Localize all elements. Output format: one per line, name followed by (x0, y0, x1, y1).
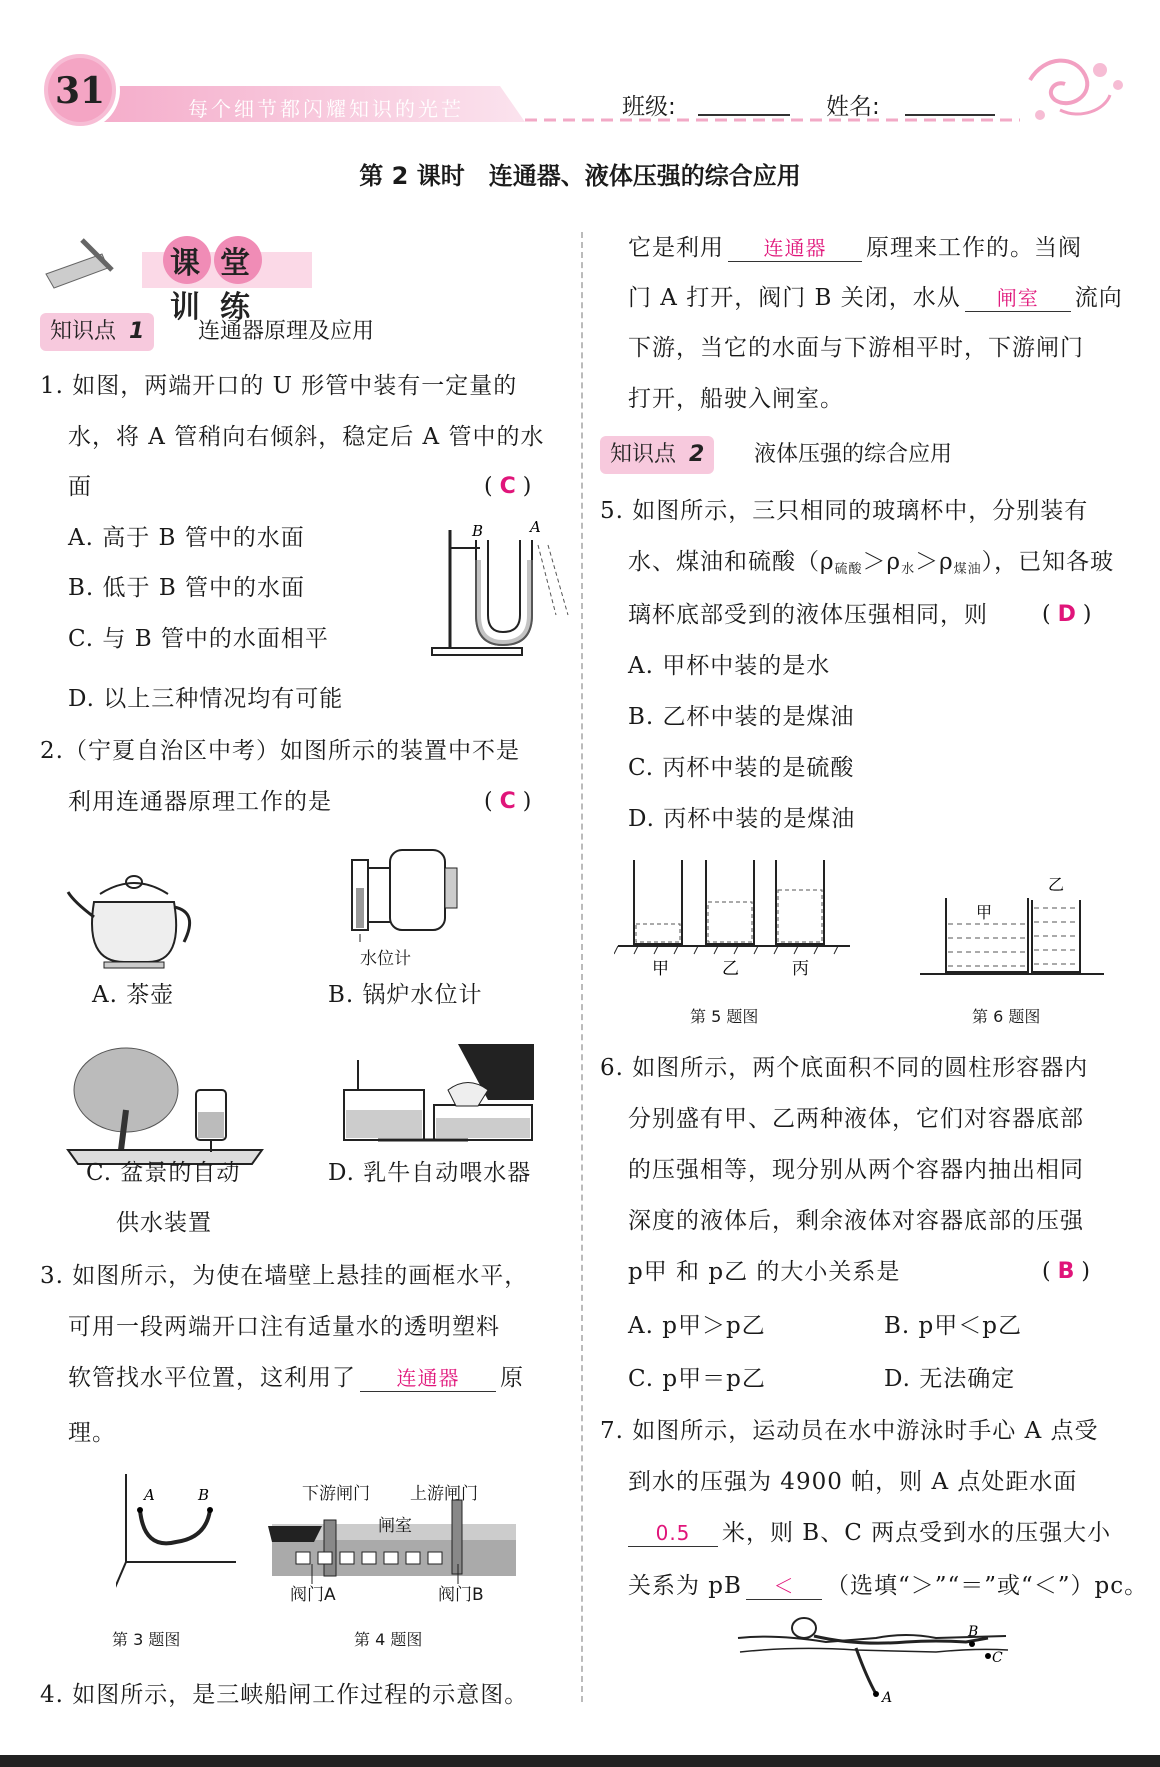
teapot-icon (64, 862, 204, 972)
q5-line-2 (628, 546, 1114, 586)
q3-line-4: 理。 (68, 1420, 116, 1446)
kp2-badge-label: 知识点 (610, 442, 677, 467)
q4-answer-2-blank[interactable]: 闸室 (965, 285, 1071, 312)
q1-fig-label-a: A (530, 520, 541, 536)
q6-option-a: A. p甲＞p乙 (628, 1313, 766, 1339)
fig4-label-upstream-gate: 上游闸门 (410, 1484, 478, 1504)
q5-answer: D (1057, 602, 1076, 627)
q1-answer-slot[interactable]: ( C ) (484, 474, 532, 499)
q6-option-b: B. p甲＜p乙 (884, 1313, 1022, 1339)
q7-fig-label-b: B (968, 1624, 979, 1640)
kp1-badge-label: 知识点 (50, 319, 117, 344)
q7-line-4-post: （选填“＞”“＝”或“＜”）pc。 (825, 1573, 1149, 1599)
q6-answer: B (1057, 1259, 1075, 1284)
q7-swimmer-figure (736, 1616, 1016, 1706)
q4-line-3-pre: 门 A 打开，阀门 B 关闭，水从 (628, 285, 961, 311)
q6-line-2: 分别盛有甲、乙两种液体，它们对容器底部 (628, 1106, 1084, 1132)
lesson-title: 第 2 课时 连通器、液体压强的综合应用 (359, 162, 801, 190)
kp2-title: 液体压强的综合应用 (754, 442, 953, 467)
q7-line-4-pre: 关系为 pB (628, 1573, 742, 1599)
q6-option-d: D. 无法确定 (884, 1366, 1016, 1392)
q3-line-2: 可用一段两端开口注有适量水的透明塑料 (68, 1314, 500, 1340)
q4-answer-1-blank[interactable]: 连通器 (728, 235, 862, 262)
q1-answer: C (499, 474, 516, 499)
q4-line-2-pre: 它是利用 (628, 235, 724, 261)
header (0, 0, 1160, 140)
kp1-title: 连通器原理及应用 (198, 319, 375, 344)
fig4-label-lock-chamber: 闸室 (378, 1516, 412, 1536)
boiler-gauge-icon (340, 838, 470, 948)
kp1-badge (40, 313, 154, 351)
q7-answer-1-blank[interactable]: 0.5 (628, 1520, 718, 1547)
q7-fig-label-a: A (882, 1690, 893, 1706)
q7-line-3 (624, 1517, 1111, 1549)
q5-line-3: 璃杯底部受到的液体压强相同，则 (628, 602, 988, 628)
q3-line-3-post: 原 (500, 1365, 524, 1391)
q5-option-c: C. 丙杯中装的是硫酸 (628, 755, 855, 781)
fig6-two-containers-figure (920, 870, 1110, 980)
kp2-badge (600, 436, 714, 474)
q1-line-3: 面 (68, 474, 92, 500)
q1-option-c: C. 与 B 管中的水面相平 (68, 626, 329, 652)
q6-line-1: 6. 如图所示，两个底面积不同的圆柱形容器内 (600, 1055, 1089, 1081)
class-blank[interactable] (698, 114, 790, 116)
fig3-hose-figure (116, 1470, 246, 1600)
page-number: 31 (54, 70, 106, 112)
q3-answer-blank[interactable]: 连通器 (360, 1365, 496, 1392)
fig4-label-valve-b: 阀门B (438, 1585, 484, 1605)
q5-line-2-post: ），已知各玻 (981, 549, 1115, 575)
section-banner (42, 230, 312, 325)
q6-line-5: p甲 和 p乙 的大小关系是 (628, 1259, 901, 1285)
q2-option-d: D. 乳牛自动喂水器 (328, 1160, 532, 1186)
q6-line-4: 深度的液体后，剩余液体对容器底部的压强 (628, 1208, 1084, 1234)
q5-gt-1: ＞ρ (862, 549, 902, 575)
fig3-label-b: B (198, 1486, 210, 1504)
cow-feeder-icon (338, 1040, 538, 1150)
q4-line-4: 下游，当它的水面与下游相平时，下游闸门 (628, 335, 1084, 361)
q5-answer-slot[interactable]: ( D ) (1042, 602, 1092, 627)
fig5-label-jia: 甲 (652, 959, 669, 976)
q5-rho-sub-water: 水 (901, 562, 916, 577)
q5-rho-sub-kerosene: 煤油 (953, 562, 982, 577)
fig3-caption: 第 3 题图 (112, 1630, 181, 1649)
name-blank[interactable] (905, 114, 995, 116)
q2-option-c-cont: 供水装置 (116, 1210, 212, 1236)
q2-fig-label-water-gauge: 水位计 (360, 949, 411, 969)
q1-line-1: 1. 如图，两端开口的 U 形管中装有一定量的 (40, 373, 518, 399)
q4-line-5: 打开，船驶入闸室。 (628, 386, 844, 412)
q2-answer: C (499, 789, 516, 814)
fig4-label-valve-a: 阀门A (290, 1585, 336, 1605)
q7-line-4 (628, 1570, 1148, 1602)
q1-line-2: 水，将 A 管稍向右倾斜，稳定后 A 管中的水 (68, 424, 545, 450)
q5-option-d: D. 丙杯中装的是煤油 (628, 806, 856, 832)
q7-line-2: 到水的压强为 4900 帕，则 A 点处距水面 (628, 1469, 1078, 1495)
q4-line-2-post: 原理来工作的。当阀 (866, 235, 1082, 261)
fig5-label-bing: 丙 (792, 959, 809, 976)
q1-u-tube-figure (428, 520, 578, 660)
header-decoration (0, 0, 1160, 140)
fig5-three-cups-figure (614, 856, 854, 976)
q7-answer-2-blank[interactable]: ＜ (746, 1573, 822, 1600)
section-banner-label: 课堂训练 (170, 246, 270, 325)
q6-answer-slot[interactable]: ( B ) (1042, 1259, 1090, 1284)
q5-option-b: B. 乙杯中装的是煤油 (628, 704, 855, 730)
q3-line-3-pre: 软管找水平位置，这利用了 (68, 1365, 356, 1391)
q7-line-1: 7. 如图所示，运动员在水中游泳时手心 A 点受 (600, 1418, 1099, 1444)
q2-line-2: 利用连通器原理工作的是 (68, 789, 332, 815)
q1-fig-label-b: B (472, 522, 484, 540)
q2-option-b: B. 锅炉水位计 (328, 982, 483, 1008)
q2-option-a: A. 茶壶 (92, 982, 175, 1008)
class-label: 班级: (622, 94, 676, 120)
q3-line-1: 3. 如图所示，为使在墙壁上悬挂的画框水平， (40, 1263, 529, 1289)
fig6-label-jia: 甲 (976, 903, 993, 922)
q4-line-2 (628, 232, 1082, 264)
q1-option-d: D. 以上三种情况均有可能 (68, 686, 344, 712)
q6-option-c: C. p甲＝p乙 (628, 1366, 766, 1392)
q4-line-3-post: 流向 (1074, 285, 1123, 311)
q1-option-a: A. 高于 B 管中的水面 (68, 525, 305, 551)
column-divider (581, 232, 583, 1702)
fig4-label-downstream-gate: 下游闸门 (302, 1484, 370, 1504)
fig3-label-a: A (144, 1486, 155, 1504)
name-label: 姓名: (826, 94, 880, 120)
fig6-caption: 第 6 题图 (972, 1007, 1041, 1026)
bottom-bar (0, 1755, 1160, 1767)
header-slogan: 每个细节都闪耀知识的光芒 (188, 97, 464, 121)
fig6-label-yi: 乙 (1048, 875, 1065, 894)
q5-rho-sub-acid: 硫酸 (834, 562, 863, 577)
q7-fig-label-c: C (992, 1650, 1003, 1666)
q2-answer-slot[interactable]: ( C ) (484, 789, 532, 814)
q4-line-1: 4. 如图所示，是三峡船闸工作过程的示意图。 (40, 1682, 529, 1708)
q5-line-1: 5. 如图所示，三只相同的玻璃杯中，分别装有 (600, 498, 1089, 524)
q2-line-1: 2.（宁夏自治区中考）如图所示的装置中不是 (40, 738, 520, 764)
fig4-caption: 第 4 题图 (354, 1630, 423, 1649)
fig5-caption: 第 5 题图 (690, 1007, 759, 1026)
kp2-number: 2 (689, 442, 705, 467)
q7-line-3-post: 米，则 B、C 两点受到水的压强大小 (722, 1520, 1112, 1546)
q2-option-c: C. 盆景的自动 (86, 1160, 241, 1186)
q1-option-b: B. 低于 B 管中的水面 (68, 575, 306, 601)
q4-line-3 (628, 282, 1123, 314)
q5-gt-2: ＞ρ (915, 549, 954, 575)
q6-line-3: 的压强相等，现分别从两个容器内抽出相同 (628, 1157, 1084, 1183)
fig5-label-yi: 乙 (722, 959, 739, 976)
bonsai-icon (66, 1040, 266, 1170)
q5-option-a: A. 甲杯中装的是水 (628, 653, 831, 679)
q5-line-2-pre: 水、煤油和硫酸（ρ (628, 549, 835, 575)
q3-line-3 (68, 1362, 524, 1394)
kp1-number: 1 (129, 319, 145, 344)
